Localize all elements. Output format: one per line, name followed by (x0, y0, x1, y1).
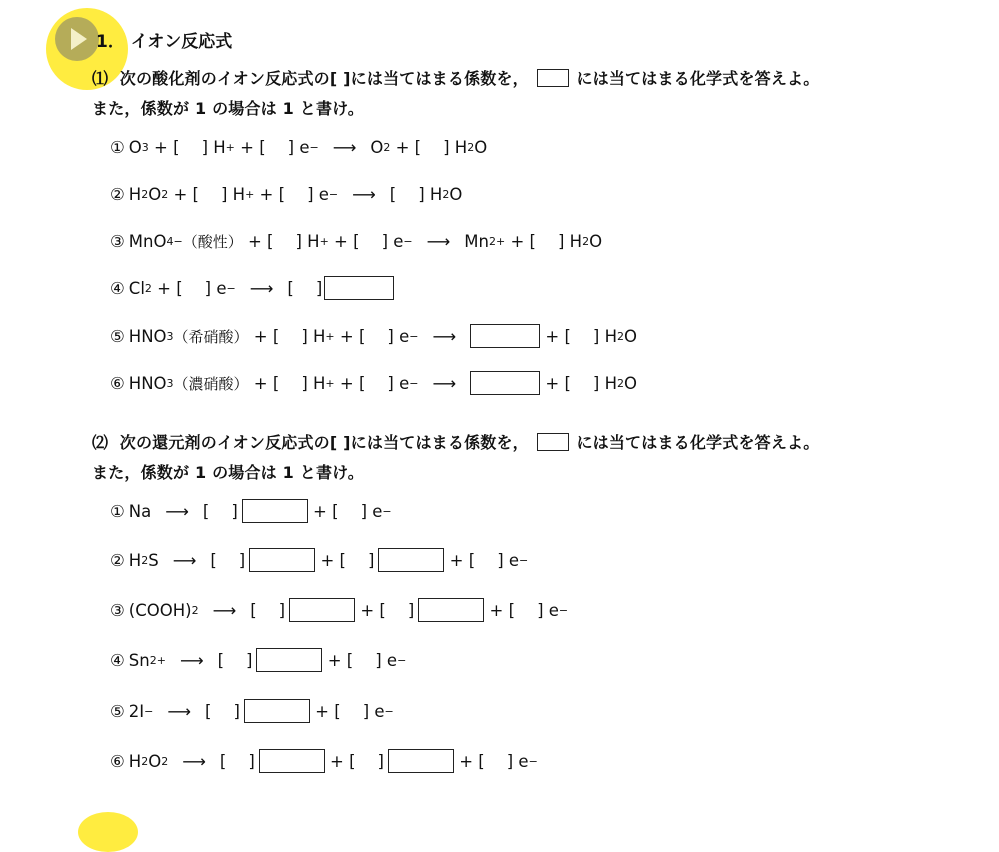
part1-instruction-line2: また，係数が 1 の場合は 1 と書け。 (92, 99, 364, 118)
section-title: 1． イオン反応式 (96, 32, 233, 52)
p1-eq4: ④ Cl 2 + [ ] e − ⟶ [ ] (110, 276, 394, 300)
item-number: ③ (110, 600, 125, 620)
p2-eq2: ② H 2 S ⟶ [ ] + [ ] + [ ] e − (110, 548, 528, 572)
part2-instruction (92, 430, 819, 453)
answer-box[interactable] (418, 598, 484, 622)
answer-box[interactable] (470, 371, 540, 395)
arrow: ⟶ (432, 326, 457, 346)
arrow: ⟶ (165, 501, 189, 521)
part1-instruction (92, 66, 819, 89)
part2-instr-a: 次の還元剤のイオン反応式の (119, 433, 330, 452)
arrow: ⟶ (426, 231, 451, 251)
item-number: ① (110, 501, 125, 521)
arrow: ⟶ (332, 137, 357, 157)
p2-eq6: ⑥ H 2 O 2 ⟶ [ ] + [ ] + [ ] e − (110, 749, 538, 773)
note-dilute: （希硝酸） (173, 327, 249, 346)
item-number: ② (110, 550, 125, 570)
part2-instr-b: には当てはまる係数を， (350, 433, 529, 452)
p2-eq3: ③ (COOH) 2 ⟶ [ ] + [ ] + [ ] e − (110, 598, 568, 622)
item-number: ⑤ (110, 701, 125, 721)
part2-bracket: [ ] (329, 433, 351, 452)
answer-box[interactable] (378, 548, 444, 572)
part1-instr-c: には当てはまる化学式を答えよ。 (576, 69, 820, 88)
p1-eq5: ⑤ HNO 3 （希硝酸） + [ ] H + + [ ] e − ⟶ + [ ] H 2 O (110, 324, 637, 348)
p2-eq1: ① Na ⟶ [ ] + [ ] e − (110, 499, 392, 523)
p1-eq1: ① O 3 + [ ] H + + [ ] e − ⟶ O 2 + [ ] H 2 O (110, 137, 488, 157)
part1-label: ⑴ (92, 69, 109, 88)
arrow: ⟶ (432, 373, 457, 393)
inline-answer-box (537, 433, 569, 451)
item-number: ③ (110, 231, 125, 251)
highlight-marker-bottom (78, 812, 138, 852)
part2-instr-c: には当てはまる化学式を答えよ。 (576, 433, 820, 452)
part2-label: ⑵ (92, 433, 109, 452)
item-number: ① (110, 137, 125, 157)
item-number: ② (110, 184, 125, 204)
p1-eq3: ③ MnO 4 − （酸性） + [ ] H + + [ ] e − ⟶ Mn 2+ + [ ] H 2 O (110, 231, 603, 251)
arrow: ⟶ (167, 701, 192, 721)
part1-instr-a: 次の酸化剤のイオン反応式の (119, 69, 330, 88)
answer-box[interactable] (388, 749, 454, 773)
arrow: ⟶ (212, 600, 237, 620)
item-number: ⑥ (110, 373, 125, 393)
item-number: ⑤ (110, 326, 125, 346)
arrow: ⟶ (352, 184, 376, 204)
item-number: ④ (110, 278, 125, 298)
arrow: ⟶ (249, 278, 274, 298)
p2-eq4: ④ Sn 2+ ⟶ [ ] + [ ] e − (110, 648, 406, 672)
inline-answer-box (537, 69, 569, 87)
answer-box[interactable] (259, 749, 325, 773)
part2-instruction-line2: また，係数が 1 の場合は 1 と書け。 (92, 463, 364, 482)
section-number: 1 (96, 32, 108, 52)
p1-eq2: ② H 2 O 2 + [ ] H + + [ ] e − ⟶ [ ] H 2 O (110, 184, 463, 204)
item-number: ④ (110, 650, 125, 670)
answer-box[interactable] (289, 598, 355, 622)
arrow: ⟶ (179, 650, 204, 670)
section-title-text: イオン反応式 (130, 32, 233, 52)
arrow: ⟶ (172, 550, 197, 570)
p1-eq6: ⑥ HNO 3 （濃硝酸） + [ ] H + + [ ] e − ⟶ + [ ] H 2 O (110, 371, 637, 395)
answer-box[interactable] (249, 548, 315, 572)
item-number: ⑥ (110, 751, 125, 771)
part1-bracket: [ ] (329, 69, 351, 88)
arrow: ⟶ (182, 751, 206, 771)
answer-box[interactable] (470, 324, 540, 348)
answer-box[interactable] (324, 276, 394, 300)
answer-box[interactable] (244, 699, 310, 723)
answer-box[interactable] (242, 499, 308, 523)
play-icon[interactable] (55, 17, 99, 61)
p2-eq5: ⑤ 2I − ⟶ [ ] + [ ] e − (110, 699, 394, 723)
part1-instr-b: には当てはまる係数を， (350, 69, 529, 88)
note-acidic: （酸性） (182, 232, 243, 251)
answer-box[interactable] (256, 648, 322, 672)
note-conc: （濃硝酸） (173, 374, 249, 393)
